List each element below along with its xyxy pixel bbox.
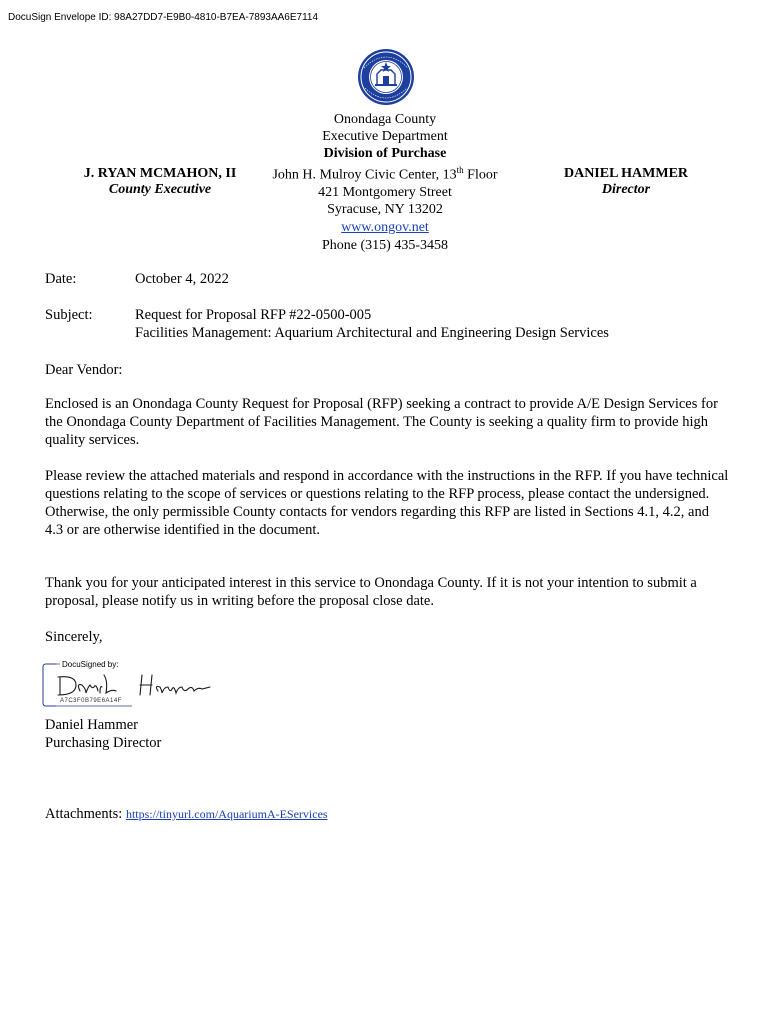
date-label: Date:: [45, 271, 77, 287]
docusigned-by-caption: DocuSigned by:: [62, 660, 119, 669]
subject-line-1: Request for Proposal RFP #22-0500-005: [135, 307, 372, 323]
paragraph-3: Thank you for your anticipated interest in this service to Onondaga County. If it is not your intention to submit a proposal, please notify us in writing before the proposal close date.: [45, 575, 697, 609]
subject-label: Subject:: [45, 307, 93, 323]
subject-line-2: Facilities Management: Aquarium Architectural and Engineering Design Services: [135, 325, 609, 341]
signer-title: Purchasing Director: [45, 735, 162, 751]
address-line-3: Syracuse, NY 13202: [327, 201, 443, 217]
attachments-line: [45, 806, 328, 823]
county-executive-name: J. RYAN MCMAHON, II: [83, 166, 237, 181]
docusign-envelope-id: DocuSign Envelope ID: 98A27DD7-E9B0-4810-B7EA-7893AA6E7114: [8, 12, 319, 23]
org-name: Onondaga County: [333, 112, 437, 127]
director-name: DANIEL HAMMER: [563, 166, 689, 181]
signature-id: A7C3F0B79E6A14F: [60, 698, 122, 704]
closing: Sincerely,: [45, 629, 103, 645]
dept-name: Executive Department: [322, 129, 448, 144]
director-title: Director: [601, 182, 651, 197]
phone-number: Phone (315) 435-3458: [322, 237, 448, 253]
address-line-2: 421 Montgomery Street: [318, 184, 452, 200]
address-line-1-suffix: Floor: [463, 167, 498, 183]
date-value: October 4, 2022: [135, 271, 229, 287]
county-seal-logo: [357, 46, 415, 108]
attachments-link[interactable]: https://tinyurl.com/AquariumA-EServices: [125, 807, 328, 821]
paragraph-1: Enclosed is an Onondaga County Request for Proposal (RFP) seeking a contract to provide A/E Design Services for the Onondaga County Department of Facilities Management. The County is seeking a quality firm to provide high quality services.: [45, 396, 718, 448]
county-executive-block: [60, 166, 260, 198]
address-line-1-text: John H. Mulroy Civic Center, 13: [272, 167, 457, 183]
attachments-label: Attachments:: [45, 806, 126, 822]
salutation: Dear Vendor:: [45, 362, 123, 378]
address-superscript: th: [456, 165, 464, 175]
paragraph-2: Please review the attached materials and respond in accordance with the instructions in the RFP. If you have technical questions relating to the scope of services or questions relating to the RFP process, please contact the undersigned. Otherwise, the only permissible County contacts for vendors regarding this RFP are listed in Sections 4.1, 4.2, and 4.3 or are otherwise identified in the document.: [45, 468, 729, 538]
address-line-1: [250, 162, 520, 184]
handwritten-signature: [58, 675, 210, 695]
director-block: [546, 166, 706, 198]
county-executive-title: County Executive: [108, 182, 212, 197]
division-name: Division of Purchase: [323, 146, 447, 161]
signer-name: Daniel Hammer: [45, 717, 139, 733]
letterhead-address-block: [250, 111, 520, 254]
website-link[interactable]: www.ongov.net: [341, 219, 429, 235]
